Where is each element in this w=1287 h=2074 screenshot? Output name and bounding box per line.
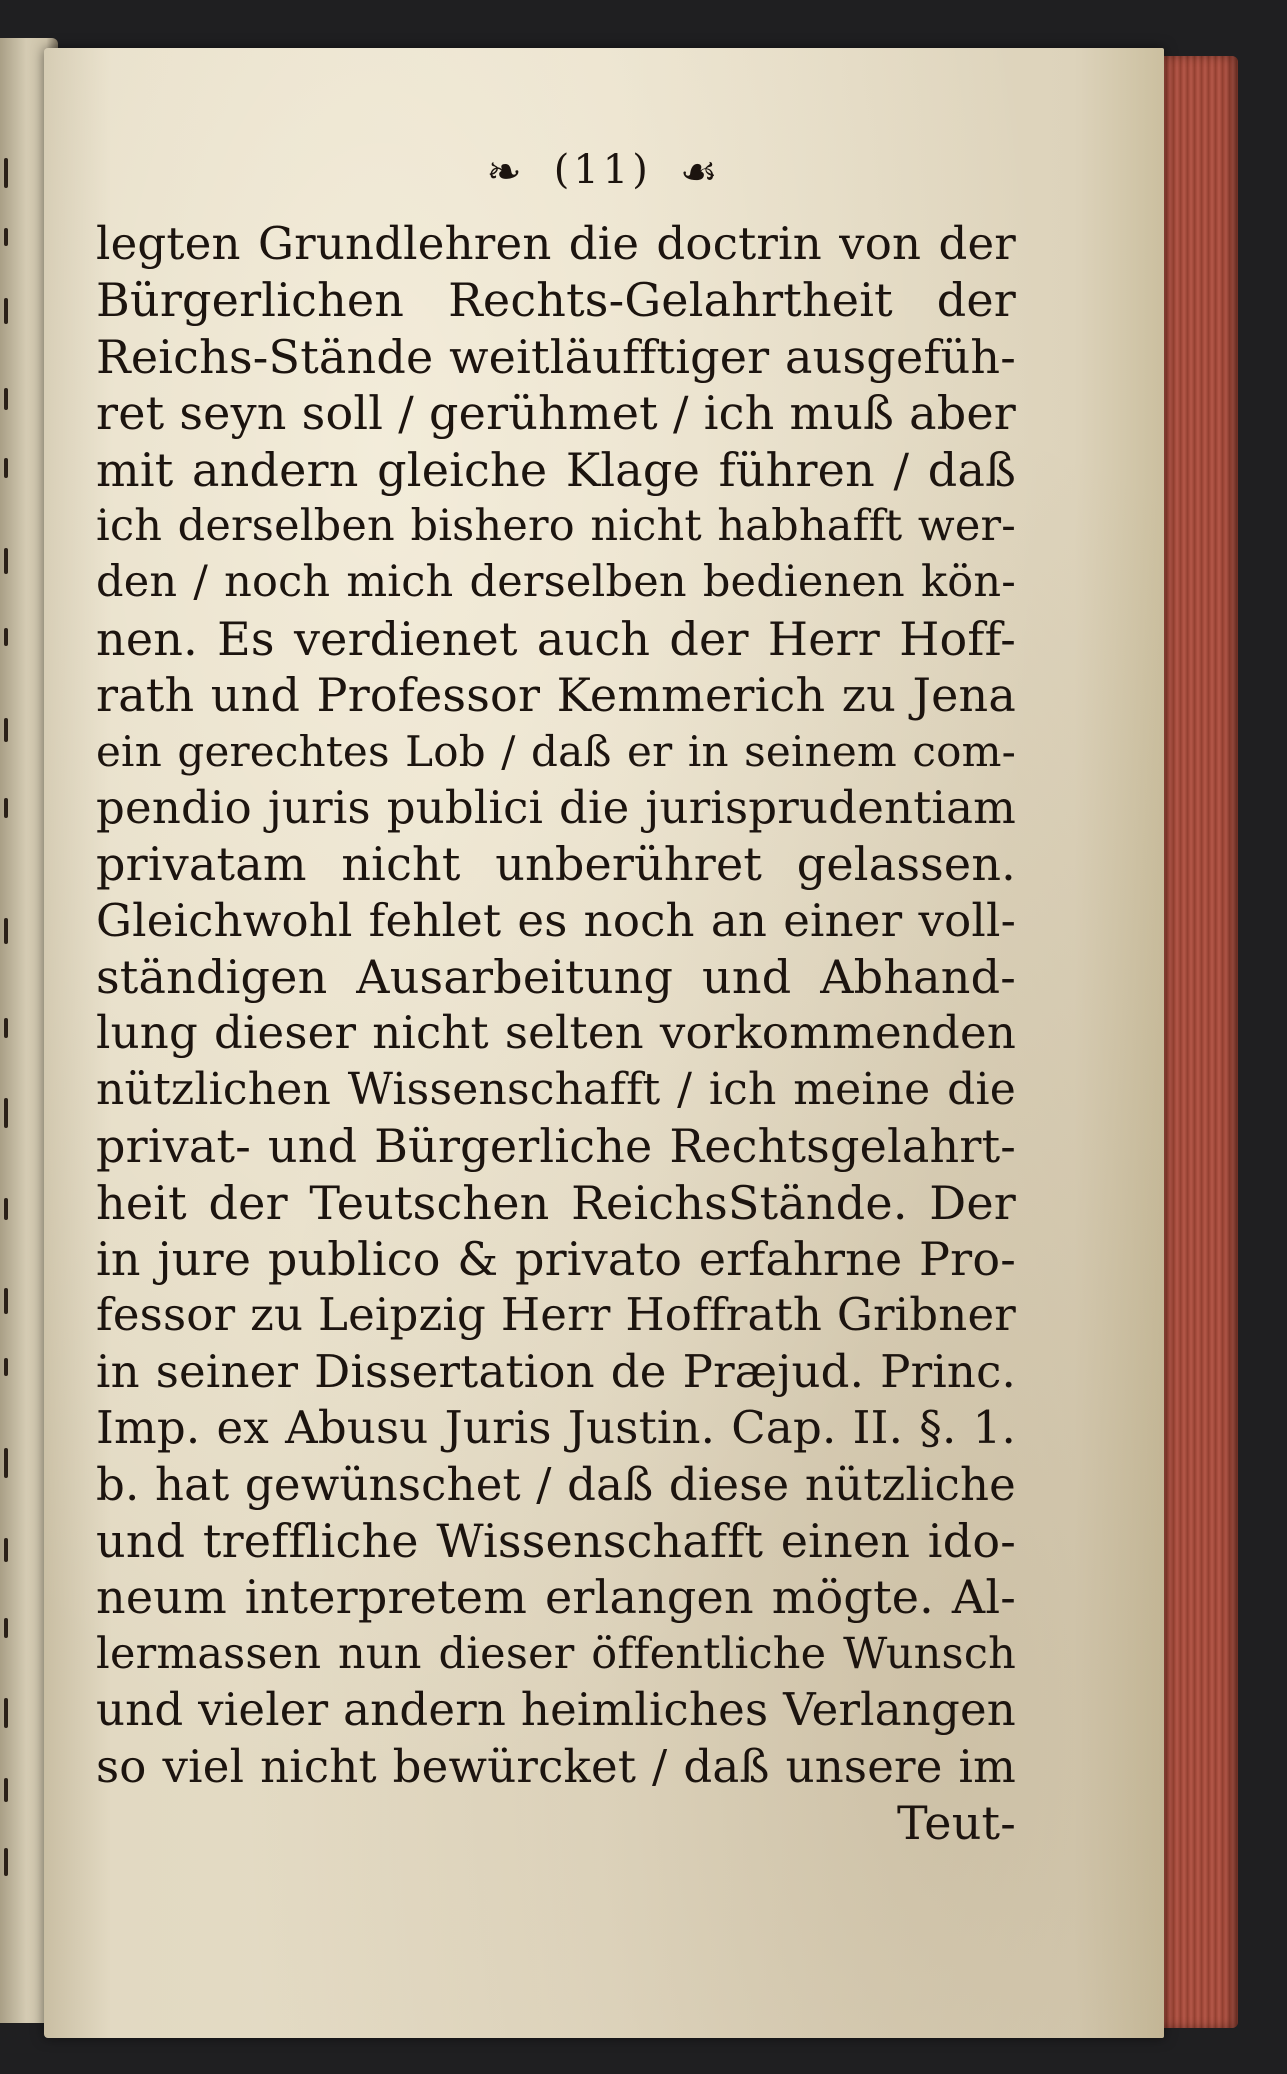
text-line: legten Grundlehren die doctrin von der [96, 217, 1016, 270]
text-line: privat- und Bürgerliche Rechtsgelahrt- [96, 1119, 1016, 1174]
page-header [44, 143, 1164, 196]
book-page-block-edge [1160, 56, 1238, 2028]
ornament-left-icon: ❧ [486, 147, 526, 196]
text-line: Imp. ex Abusu Juris Justin. Cap. II. §. 1. [96, 1401, 1016, 1455]
text-line: ich derselben bishero nicht habhafft wer- [96, 500, 1016, 551]
text-line: ein gerechtes Lob / daß er in seinem com- [96, 726, 1016, 776]
body-text [96, 216, 1016, 1851]
text-line: b. hat gewünschet / daß diese nützliche [96, 1457, 1016, 1511]
text-line: neum interpretem erlangen mögte. Al- [96, 1570, 1016, 1625]
text-line: lung dieser nicht selten vorkommenden [96, 1006, 1016, 1060]
text-line: rath und Professor Kemmerich zu Jena [96, 668, 1016, 723]
text-line: heit der Teutschen ReichsStände. Der [96, 1175, 1016, 1230]
page-number: (11) [553, 147, 652, 193]
text-line: und vieler andern heimliches Verlangen [96, 1683, 1016, 1737]
text-line: Reichs-Stände weitläufftiger ausgefüh- [96, 329, 1016, 384]
catchword: Teut- [897, 1795, 1016, 1850]
text-line: in seiner Dissertation de Præjud. Princ. [96, 1344, 1016, 1398]
text-line: mit andern gleiche Klage führen / daß [96, 442, 1016, 497]
book-page [44, 48, 1164, 2038]
text-line: lermassen nun dieser öffentliche Wunsch [96, 1628, 1016, 1679]
text-line: privatam nicht unberühret gelassen. [96, 837, 1016, 892]
text-line: nützlichen Wissenschafft / ich meine die [96, 1063, 1016, 1115]
ornament-right-icon: ☙ [679, 147, 722, 196]
text-line: ständigen Ausarbeitung und Abhand- [96, 950, 1016, 1005]
text-line: in jure publico & privato erfahrne Pro- [96, 1232, 1016, 1287]
text-line: Bürgerlichen Rechts-Gelahrtheit der [96, 273, 1016, 328]
text-line: nen. Es verdienet auch der Herr Hoff- [96, 611, 1016, 666]
text-line: ret seyn soll / gerühmet / ich muß aber [96, 386, 1016, 441]
text-line: fessor zu Leipzig Herr Hoffrath Gribner [96, 1288, 1016, 1342]
text-line: und treffliche Wissenschafft einen ido- [96, 1513, 1016, 1568]
text-line: Gleichwohl fehlet es noch an einer voll- [96, 893, 1016, 947]
text-line: so viel nicht bewürcket / daß unsere im [96, 1739, 1016, 1793]
text-line: pendio juris publici die jurisprudentiam [96, 780, 1016, 834]
previous-page-text-fragments [4, 158, 24, 1878]
text-line: den / noch mich derselben bedienen kön- [96, 557, 1016, 608]
